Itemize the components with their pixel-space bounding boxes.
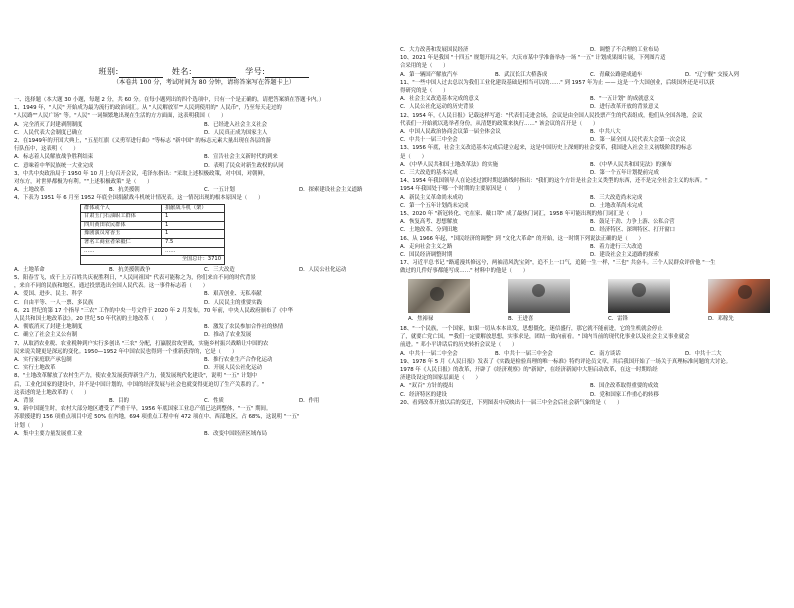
option-c: C．一五计划 [204,187,235,194]
option-c: C．南方谈话 [590,350,621,357]
option-b: B．王进喜 [508,315,534,322]
option-b: B．中共十一届三中全会 [495,350,553,357]
question-text: 5、阳春雪飞，成千上万百姓共庆祝胜利日，"人民同祖国" 代表可能称之为，你们来自不同的时代背景 [14,275,256,281]
question-10 [400,54,780,79]
option-c: C．大力改善和发展国民经济 [400,47,469,53]
options [400,391,780,399]
option-b: B．《中华人民共和国宪法》的颁布 [590,161,672,168]
option-a: A．新民主义革命尚未成功 [400,194,463,201]
question-text: 计划（ ） [14,422,47,429]
table-cell: 四川黄田农民群体 [81,221,162,230]
option-d: D．进行改革开放的背景意义 [590,104,659,111]
options [400,169,780,177]
question-text: 了，就要亡党亡国。""我们一定要解放思想，实事求是，团结一致向前看。" 国内当前的现代化事业以及社会主义事业就会 [400,334,690,341]
question-text: "人民路""人民广场" 等。"人民" 一词频繁地出现在生活的方方面面，这表明我国（ ） [14,113,227,120]
option-c: C．确立了社会主义公有制 [14,332,78,339]
option-d: D．人民真正成为国家主人 [204,129,268,136]
photo-a [408,279,470,313]
question-text: 对东方，对世界都极为有利。""上述积极政策" 是（ ） [14,179,153,186]
photo-row [408,279,770,313]
question-text: 8、"土地改革解放了农村生产力，使农业发展获得新生产力，使发展现代化建设"，说明 "一五" 计划中 [14,373,258,380]
option-c: C．三大改造的基本完成 [400,170,458,177]
fighter-donation-table [80,204,225,265]
option-b: B．抗美援朝 [109,187,140,194]
option-b: B．推行农业生产合作化运动 [204,357,273,364]
option-b: B．三大改造尚未完成 [590,194,643,201]
question-text: 苏联援建的 156 项重点项目中近 50% 在内地，694 项重点工程中有 472 项在中、西部地区，占 68%，这说明 "一五" [14,414,300,421]
option-a: A．爱国、进步、民主、科学 [14,291,83,298]
question-text: 3、中共中央政治局于 1950 年 10 月上旬召开会议，毛泽东指出："采取上述积极政策，对中国，对朝鲜， [14,170,269,177]
options [14,129,394,137]
option-d: D．第一届全国人民代表大会第一次会议 [590,137,686,144]
option-a: A．焦裕禄 [408,315,434,322]
option-a: A．第一辆国产解放汽车 [400,71,458,78]
option-c: C．中共十一届三中全会 [400,137,458,144]
option-a: A．实行家庭联产承包制 [14,357,72,364]
question-text: 6、21 世纪的第 17 个指导 "三农" 工作的中央一号文件于 2020 年 2 月发布，70 年前，中央人民政府颁布了《中华 [14,307,293,314]
options [400,95,780,103]
option-d: D．表明了民众对新生政权的认同 [204,162,284,169]
option-c: C．青藏公路建成通车 [590,71,643,78]
table-cell: 甘肃玉门石油职工群体 [81,213,162,222]
option-c: C．三大改造 [204,266,235,273]
option-b: B．中共八大 [590,129,621,136]
options [400,71,780,79]
options [400,243,780,251]
section-title: 一、选择题（本大题 30 小题，每题 2 分，共 60 分。在每小题列出的四个选项中，只有一个是正确的，请把答案填在答题卡内。） [14,97,325,103]
options [400,202,780,210]
option-c: C．经济特区的建设 [400,391,447,398]
table-row [81,247,225,256]
question-text: 代表们一开始就以选举者身份，从清楚的政策来执行……" 该会议的召开是（ ） [400,120,599,127]
option-c: C．意味着中华民族统一大业完成 [14,162,94,169]
option-c: C．自由平等、一人一票、多民族 [14,299,94,306]
option-c: C．性质 [204,398,224,405]
question-19 [400,358,780,399]
options [400,194,780,202]
option-d: D．作用 [299,398,320,405]
options [14,266,394,274]
name-label: 姓名: [171,67,193,76]
question-text: 17、习近平总书记 "路遥漫其修远兮，两袖清风洗宝剑"，追不上一口气，追随一生一样，"三也" 共奋斗。三个人民群众评价他 "一生 [400,260,716,267]
question-11 [400,79,780,112]
option-d: D．调整了不合理的工业布局 [590,47,659,53]
option-c: C．雷锋 [608,315,628,322]
question-9 [14,405,394,438]
question-20 [400,399,780,407]
exam-note: （本卷共 100 分，考试时间为 80 分钟，请将答案写在答题卡上） [112,79,296,86]
option-d: D．开展人民公社化运动 [204,365,263,372]
option-a: A．彻底消灭了封建土地制度 [14,324,83,331]
option-d: D．邓稼先 [708,315,734,322]
option-c: C．第一个五年计划尚未完成 [400,202,469,209]
options [14,290,394,298]
photo-b [508,279,570,313]
question-15 [400,210,780,235]
class-label: 班别: [98,67,119,76]
options [14,323,394,331]
table-row [81,230,225,239]
options [14,356,394,364]
option-b: B．"一五计划" 的成就意义 [590,96,655,103]
options [400,251,780,259]
question-7 [14,340,394,373]
question-text: 前进。" 邓小平讲话后的历史转折会议是（ ） [400,342,518,349]
options [14,364,394,372]
question-text: 9、新中国诞生时，农村大部分地区遭受了严重干旱，1956 年底国家工业总产值已达到整体，"一五" 期间。 [14,406,272,413]
options [14,162,394,170]
options [400,128,780,136]
option-d: D．土地改革尚未完成 [590,202,643,209]
question-1 [14,104,394,137]
options [400,161,780,169]
question-text: 是（ ） [400,153,427,160]
question-text: 这表述的是土地改革的（ ） [14,389,90,396]
question-5 [14,274,394,307]
options [400,218,780,226]
option-a: A．完全消灭了封建剥削制度 [14,121,83,128]
class-field[interactable] [119,70,163,78]
option-b: B．鼓足干劲、力争上游、公私合营 [590,219,675,226]
question-text: 15、2020 年 "新冠转化、宅在家、戴口罩" 成了最热门词汇，1958 年可能出现的热门词汇是（ ） [400,211,646,218]
options [14,121,394,129]
options [14,153,394,161]
option-c: C．国民经济调整时期 [400,252,453,259]
option-a: A．《中华人民共和国土地改革法》的实施 [400,161,499,168]
question-16 [400,235,780,260]
option-a: A．社会主义改造基本完成的意义 [400,96,480,103]
option-a: A．土地改革 [14,187,45,194]
question-text: 民来说关键更是深远的变化。1950—1952 年中国农民也得到一个重新获得的，它是（ ） [14,348,238,355]
options [14,186,394,194]
photo-d [708,279,770,313]
option-d: D．第一个五年计划提前完成 [590,170,659,177]
options [400,136,780,144]
option-d: D．探索建设社会主义道路 [299,187,363,194]
question-12 [400,112,780,145]
table-cell: 豫剧演员常香玉 [81,230,162,239]
question-text: 18、"一个民族，一个国家，如果一切从本本出发，思想僵化，迷信盛行，那它就不能前进，它的生机就会停止 [400,325,663,332]
option-b: B．着力进行三大改造 [590,243,643,250]
option-a: A．走向社会主义之路 [400,243,453,250]
question-text: 济建设设定的国家层面是（ ） [400,375,481,382]
option-a: A．恢复高考、思想解放 [400,219,458,226]
question-text: 1978 年《人民日报》的改革，开辟了《经济观察》的"新闻"，在经济新闻中大胆启动改革，在这一时期给经 [400,366,658,373]
option-b: B．激发了农民参加合作社的热情 [204,324,284,331]
option-c: C．人民公社化运动的历史背景 [400,104,474,111]
question-text: 1954 年我国处于哪一个时期的主要原因是（ ） [400,186,524,193]
question-text: 后，工业化国家的建设中，并不是中国计划的，中国的经济发展与社会也就变得更迫切了生产关系的了。" [14,381,265,388]
option-b: B．已经进入社会主义社会 [204,121,267,128]
options [14,331,394,339]
table-header-cell: 群体或个人 [81,204,162,213]
option-b: B．国企改革取得重要的成效 [590,383,659,390]
option-a: A．中共十一届二中全会 [400,350,458,357]
option-d: D．"辽宁舰" 交接入列 [685,71,739,78]
table-cell: 1 [162,221,225,230]
number-field[interactable] [265,70,309,78]
option-b: B．艰苦创业、无私奉献 [204,291,262,298]
table-row [81,221,225,230]
number-label: 学号: [245,67,266,76]
table-cell: …… [81,247,162,256]
question-text: 做过的几件好事都能写成……" 材料中的他是（ ） [400,268,529,275]
table-cell: 1 [162,213,225,222]
table-total-row [81,256,225,265]
option-a: A．标志着人民解放战争胜利结束 [14,154,94,161]
option-a: A．"双百" 方针的提出 [400,383,454,390]
question-text: 20、看到改革开放以后的变迁，下列图表中反映出十一届三中全会后社会新气象的是（ ） [400,399,623,406]
option-d: D．推动了农业发展 [204,332,252,339]
table-total-cell: 全国总计：3710 [81,256,225,265]
table-cell: 1 [162,230,225,239]
options [14,397,394,405]
option-b: B．抗美援朝战争 [109,266,151,273]
option-b: B．改变中国经济区域布局 [204,430,267,437]
options [14,299,394,307]
table-row [81,213,225,222]
photo-captions [408,315,770,323]
name-field[interactable] [192,70,236,78]
option-a: A．背景 [14,398,34,405]
table-cell: 著名工商业者荣毅仁 [81,239,162,248]
option-c: C．人民代表大会制度已确立 [14,129,83,136]
options [400,46,780,54]
question-text: 7、从取消农业税、农业税种到户实行多创出 "三农" 分配，打赢脱贫攻坚战，实施乡村振兴战略让中国的农 [14,340,269,347]
question-text: 12、1954 年，《人民日报》记载这样写道："代表们走进会场，会议是由全国人民投票产生的代表组成，他们从全国各地，会议 [400,112,703,119]
option-d: D．人民公社化运动 [299,266,347,273]
question-text: 14、1954 年我国领导人在论述过渡时期总路线时指出："我们的这个方针是社会主义类型的东西，还不是完全社会主义的东西。" [400,178,708,185]
table-header-cell: 捐献战斗机（架） [162,204,225,213]
table-row [81,239,225,248]
option-d: D．建设社会主义道路的探索 [590,252,659,259]
option-b: B．宣告社会主义新时代的到来 [204,154,278,161]
question-4 [14,194,394,274]
question-text: 13、1956 年底，社会主义改造基本完成后建立起来，这是中国历史上深刻的社会变革，我国进入社会主义初级阶段的标志 [400,145,692,152]
option-d: D．中共十二大 [685,350,722,357]
question-17 [400,259,780,323]
question-18 [400,325,780,358]
left-column [14,0,394,562]
question-text: 2、在1949年的开国大典上，"五星红旗《义勇军进行曲》"等标志 "新中国" 的标志元素大量出现在各层的游 [14,138,271,145]
table-cell: …… [162,247,225,256]
question-text: 4、下表为 1951 年 6 月至 1952 年底全国捐献战斗机统计情况表。这一情况出现的根本原因是（ ） [14,195,264,202]
question-text: 合采用的是（ ） [400,63,449,70]
student-info-row [14,66,394,78]
options [400,350,780,358]
options [400,103,780,111]
table-header-row [81,204,225,213]
question-14 [400,177,780,210]
options [400,226,780,234]
option-b: B．目的 [109,398,129,405]
option-a: A．集中主要力量发展重工业 [14,430,83,437]
option-d: D．经济特区、深圳特区、打开窗口 [590,227,676,234]
question-text: 19、1978 年 5 月《人民日报》发表了《实践是检验真理的唯一标准》特约评论员文章，其后我国开始了一场关于真理标准问题的大讨论。 [400,358,732,365]
option-d: D．党和国家工作重心的转移 [590,391,659,398]
options [14,430,394,438]
option-a: A．土地革命 [14,266,45,273]
question-3 [14,170,394,195]
question-text: 11、"一些中国人过去总以为我们工业化建设基础是相当可以的……" 到 1957 年为止 —— 这是一个大国创业，后续国外还是可以获 [400,79,715,86]
question-6 [14,307,394,340]
question-text: 16、从 1966 年起，"国民经济的调整" 到 "文化大革命" 的开始，这一时期下列说法正确的是（ ） [400,235,644,242]
question-text: 10、2021 年是我国 "十四五" 规划开局之年。大庆市某中学准备举办一场 "一五" 计划成果图片展，下列图片适 [400,55,666,62]
option-d: D．人民民主的重要实践 [204,299,263,306]
option-c: C．土地改革、分到田地 [400,227,458,234]
question-2 [14,137,394,170]
question-text: 得研究的是（ ） [400,88,449,95]
question-13 [400,144,780,177]
option-b: B．武汉长江大桥落成 [495,71,548,78]
question-text: 行队伍中，这表明（ ） [14,146,79,153]
photo-c [608,279,670,313]
question-text: 人民共和国土地改革法》。20 世纪 50 年代初的土地改革（ ） [14,316,171,323]
option-c: C．实行土地改革 [14,365,56,372]
table-cell: 7.5 [162,239,225,248]
question-8 [14,372,394,405]
option-a: A．中国人民政治协商会议第一届全体会议 [400,129,501,136]
question-text: ，来自不同的民族和地区，通过投票选出全国人民代表。这一事件标志着（ ） [14,283,209,290]
options [400,382,780,390]
right-column [400,0,780,608]
question-text: 1、1949 年，"人民" 开始成为最为流行的政治词汇。从 "人民解放军""人民到使用的" 人民币"，乃至每天走过的 [14,105,282,112]
